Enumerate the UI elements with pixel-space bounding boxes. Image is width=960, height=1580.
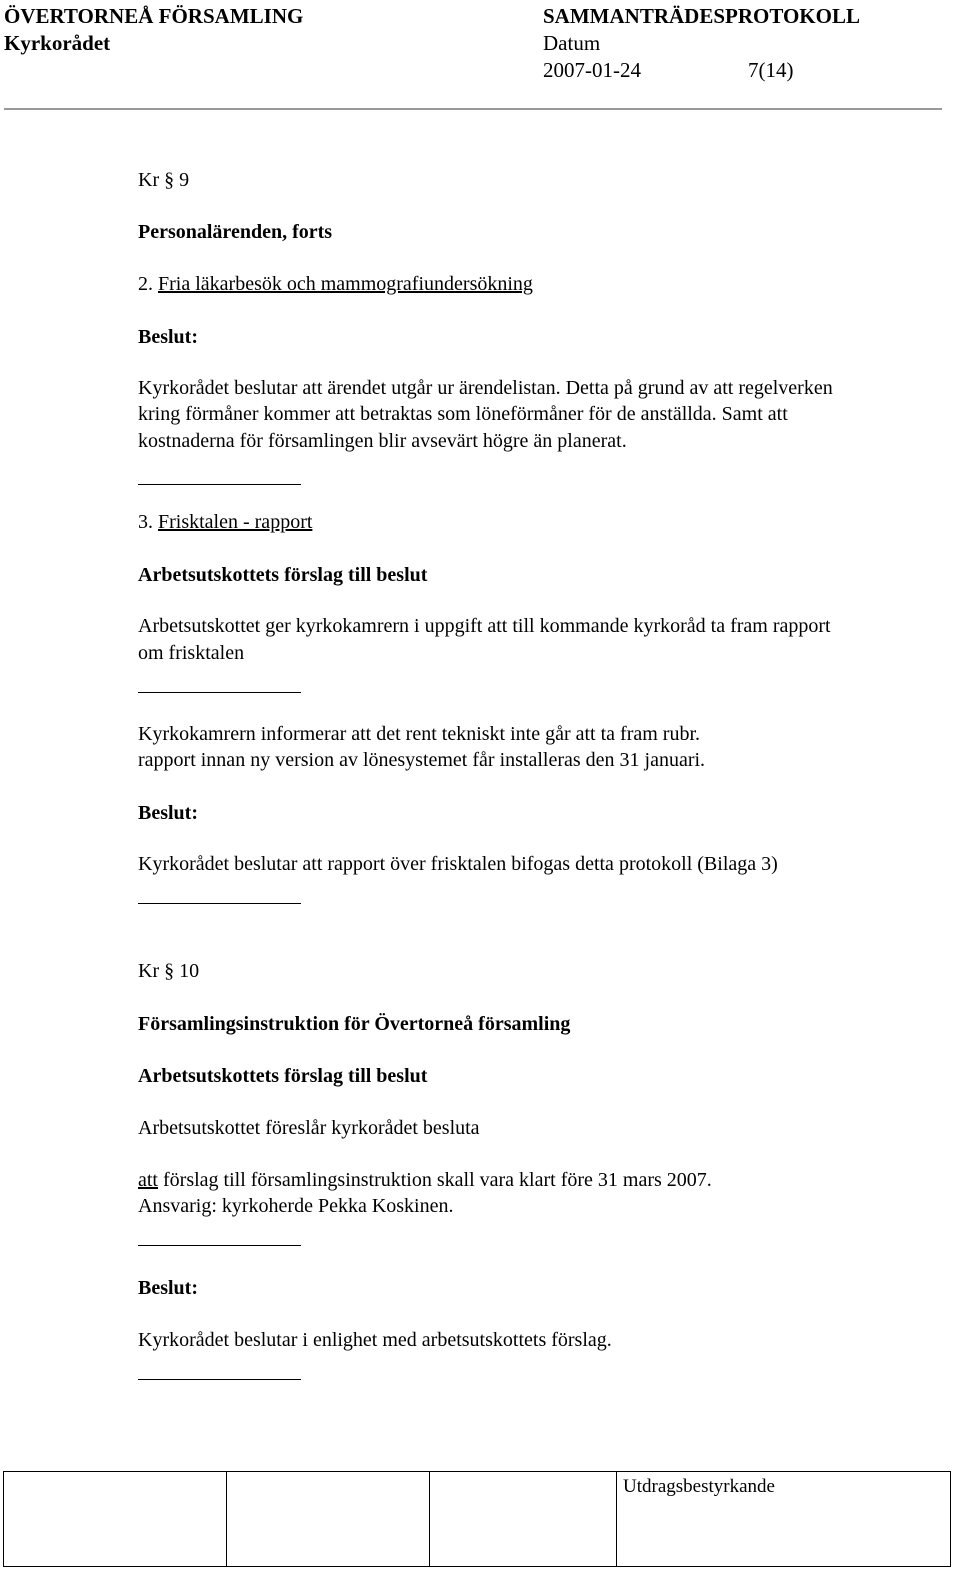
- item3-proposal-line: Arbetsutskottet ger kyrkokamrern i uppgift att till kommande kyrkoråd ta fram rapport: [138, 615, 831, 637]
- signature-cell: [227, 1472, 430, 1567]
- kr10-proposal-heading: Arbetsutskottets förslag till beslut: [138, 1065, 428, 1087]
- signature-table: [3, 1471, 951, 1567]
- body-name: Kyrkorådet: [4, 31, 111, 55]
- date-label: Datum: [543, 31, 601, 55]
- att-rest: förslag till församlingsinstruktion skall vara klart före 31 mars 2007.: [158, 1169, 712, 1191]
- item2-text-line: kring förmåner kommer att betraktas som löneförmåner för de anställda. Samt att: [138, 403, 788, 425]
- item3-number: 3.: [138, 511, 153, 533]
- meeting-date: 2007-01-24: [543, 58, 641, 82]
- section-kr9: Kr § 9: [138, 169, 190, 191]
- kr10-proposal-text: Arbetsutskottet föreslår kyrkorådet besluta: [138, 1117, 480, 1139]
- kr10-beslut-label: Beslut:: [138, 1277, 198, 1299]
- item2-beslut-label: Beslut:: [138, 326, 198, 348]
- section-kr9-title: Personalärenden, forts: [138, 221, 333, 243]
- item2-text-line: kostnaderna för församlingen blir avsevärt högre än planerat.: [138, 430, 627, 452]
- separator-line: [138, 1379, 301, 1380]
- item2-title: Fria läkarbesök och mammografiundersökning: [158, 273, 533, 295]
- separator-line: [138, 484, 301, 485]
- signature-cell: [4, 1472, 227, 1567]
- signature-cell: [430, 1472, 617, 1567]
- item2-heading: [138, 271, 533, 297]
- separator-line: [138, 903, 301, 904]
- kr10-responsible: Ansvarig: kyrkoherde Pekka Koskinen.: [138, 1195, 454, 1217]
- certification-label: Utdragsbestyrkande: [623, 1476, 775, 1497]
- item3-proposal-heading: Arbetsutskottets förslag till beslut: [138, 564, 428, 586]
- att-word: att: [138, 1169, 158, 1191]
- kr10-att-line: [138, 1167, 712, 1193]
- certification-cell: [617, 1472, 951, 1567]
- kr10-beslut-text: Kyrkorådet beslutar i enlighet med arbetsutskottets förslag.: [138, 1329, 612, 1351]
- item3-beslut-text: Kyrkorådet beslutar att rapport över frisktalen bifogas detta protokoll (Bilaga 3): [138, 853, 778, 875]
- item3-beslut-label: Beslut:: [138, 802, 198, 824]
- item3-title: Frisktalen - rapport: [158, 511, 313, 533]
- separator-line: [138, 692, 301, 693]
- section-kr10: Kr § 10: [138, 960, 200, 982]
- item3-proposal-line: om frisktalen: [138, 642, 245, 664]
- doc-type: SAMMANTRÄDESPROTOKOLL: [543, 4, 860, 28]
- item3-info-line: Kyrkokamrern informerar att det rent tekniskt inte går att ta fram rubr.: [138, 723, 701, 745]
- org-name: ÖVERTORNEÅ FÖRSAMLING: [4, 4, 304, 28]
- page-number: 7(14): [748, 58, 794, 82]
- item2-number: 2.: [138, 273, 153, 295]
- header-divider: [4, 108, 942, 110]
- item3-info-line: rapport innan ny version av lönesystemet får installeras den 31 januari.: [138, 749, 706, 771]
- section-kr10-title: Församlingsinstruktion för Övertorneå församling: [138, 1013, 571, 1035]
- item2-text-line: Kyrkorådet beslutar att ärendet utgår ur ärendelistan. Detta på grund av att regelverken: [138, 377, 833, 399]
- item3-heading: [138, 509, 312, 535]
- separator-line: [138, 1245, 301, 1246]
